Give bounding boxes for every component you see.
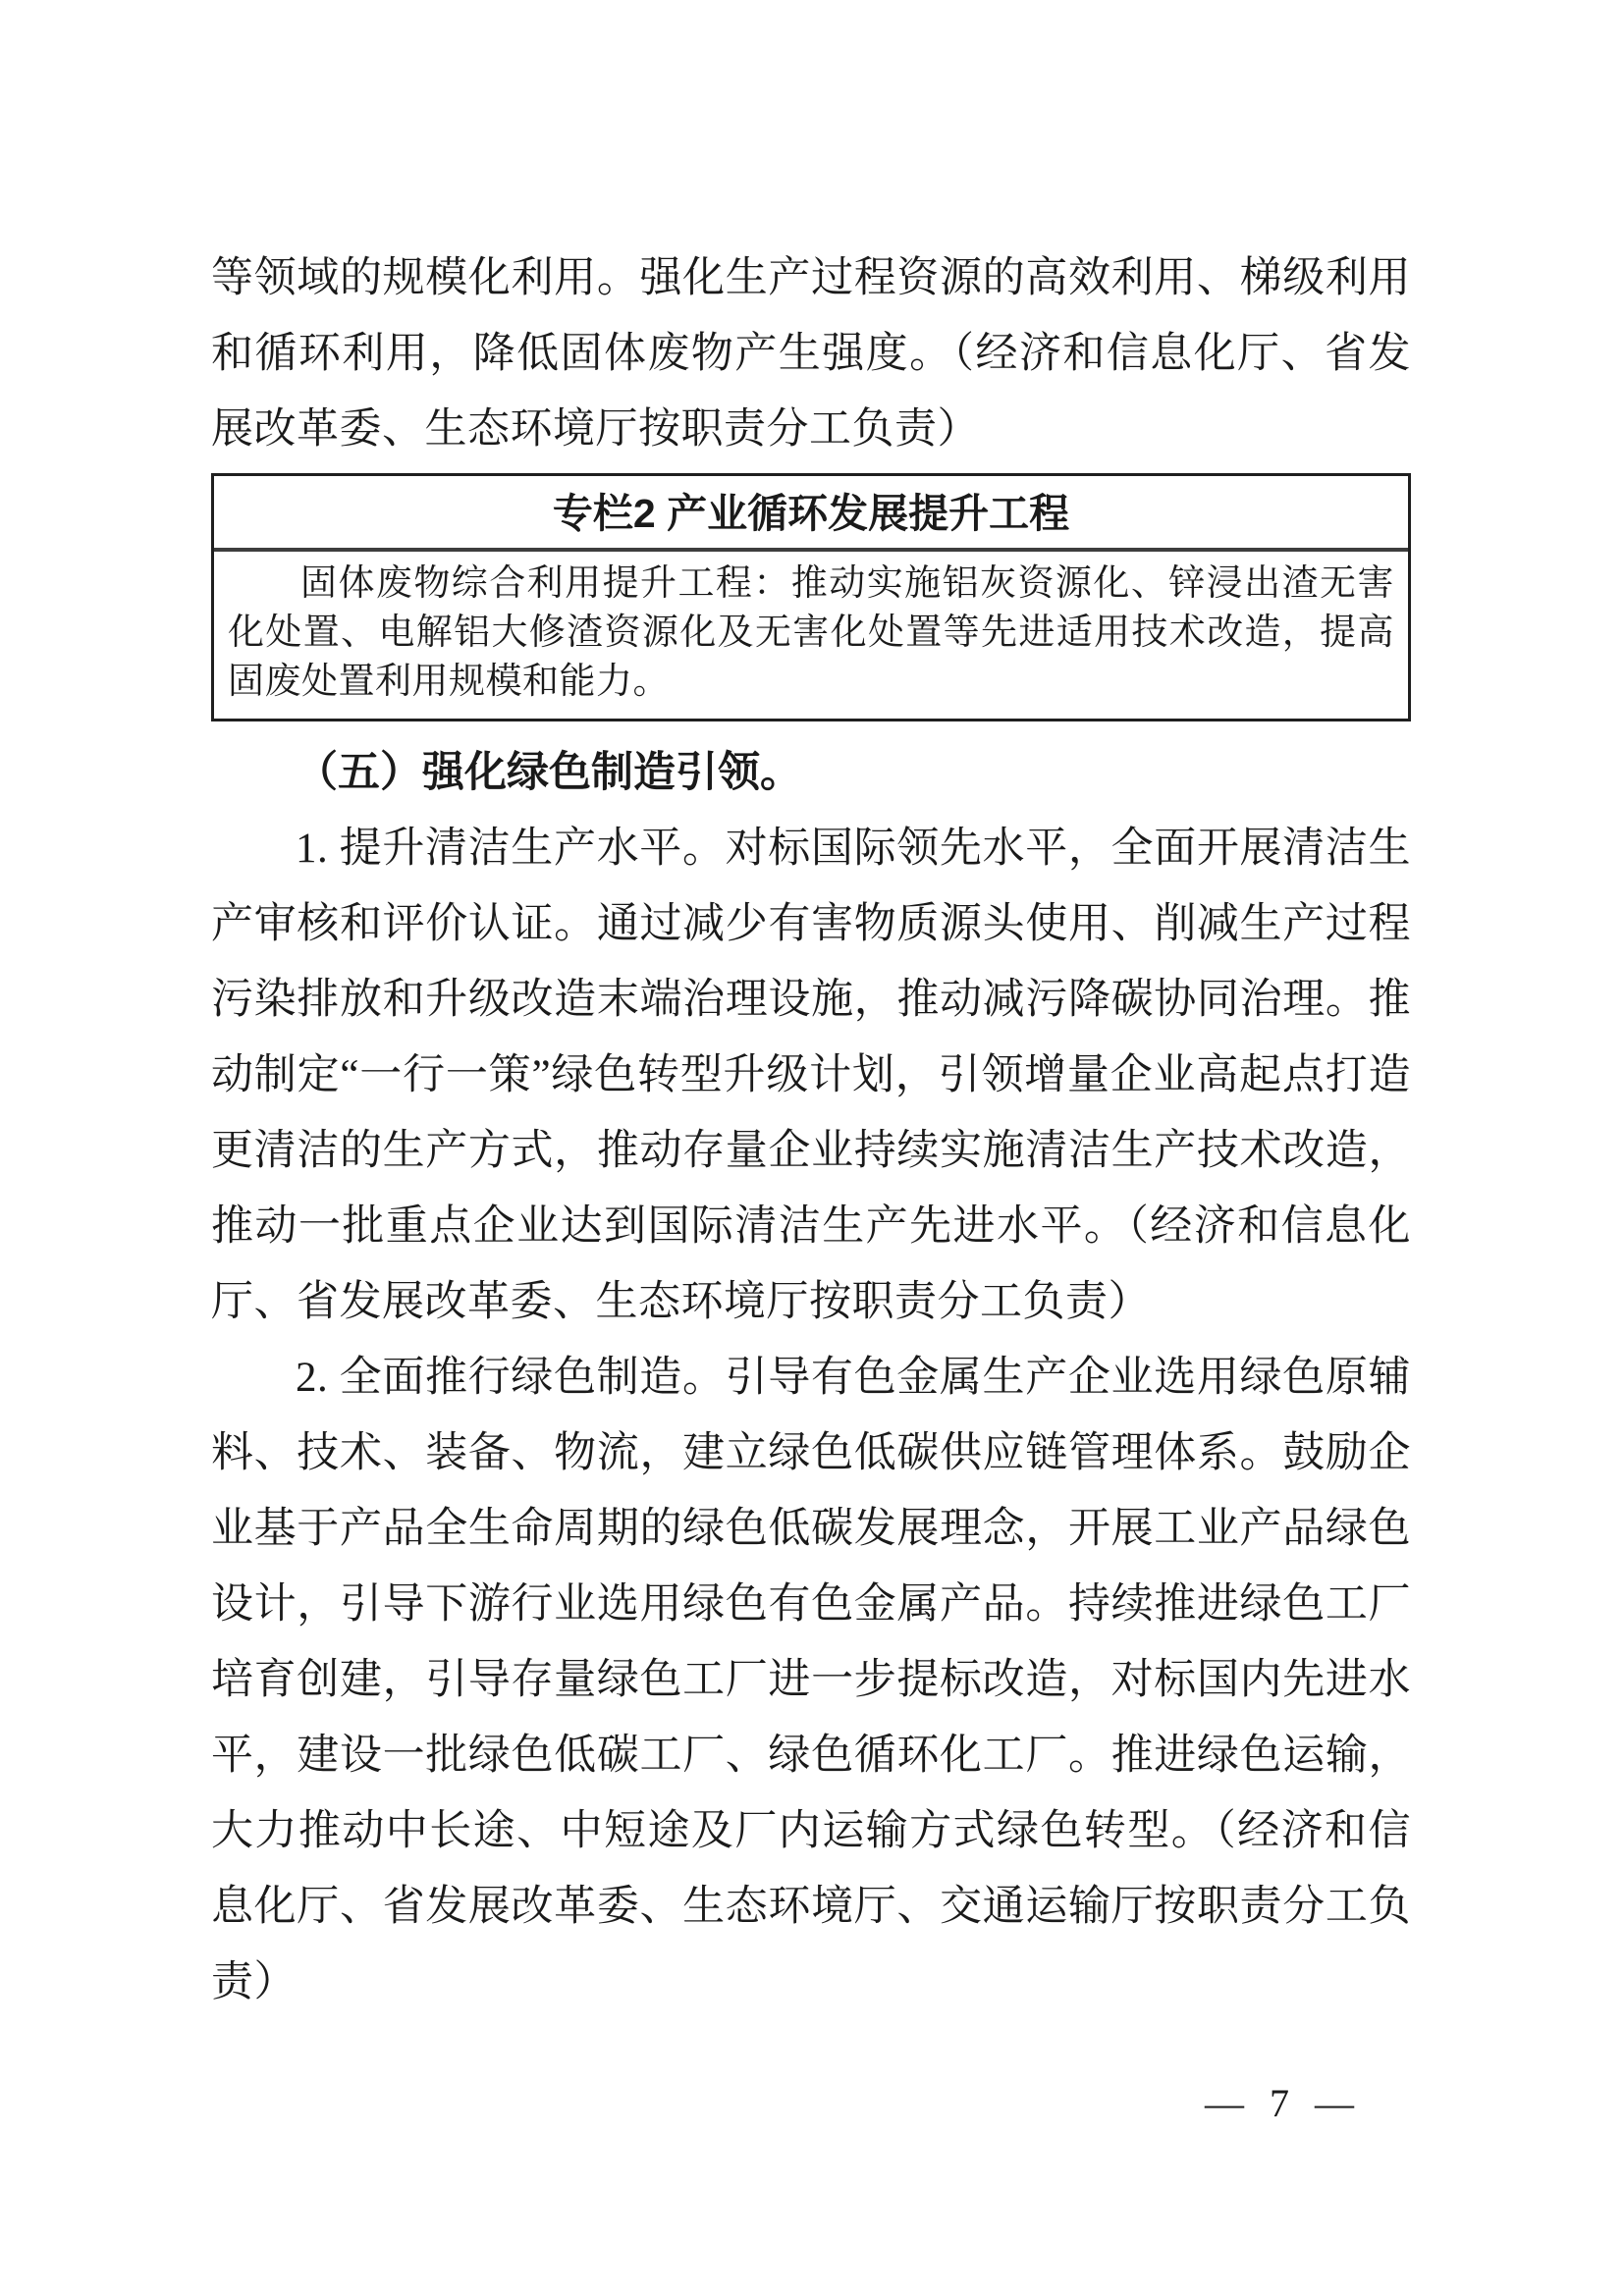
paragraph-2: 2. 全面推行绿色制造。引导有色金属生产企业选用绿色原辅料、技术、装备、物流，建立绿色低碳供应链管理体系。鼓励企业基于产品全生命周期的绿色低碳发展理念，开展工业产品绿色设计，引导下游行业选用绿色有色金属产品。持续推进绿色工厂培育创建，引导存量绿色工厂进一步提标改造，对标国内先进水平，建设一批绿色低碳工厂、绿色循环化工厂。推进绿色运输，大力推动中长途、中短途及厂内运输方式绿色转型。（经济和信息化厅、省发展改革委、生态环境厅、交通运输厅按职责分工负责） <box>211 1355 1411 2005</box>
page-number: — 7 — <box>1205 2081 1362 2125</box>
paragraph-continuation: 等领域的规模化利用。强化生产过程资源的高效利用、梯级利用和循环利用，降低固体废物产生强度。（经济和信息化厅、省发展改革委、生态环境厅按职责分工负责） <box>211 255 1411 453</box>
highlight-box <box>211 473 1411 721</box>
page-content <box>211 240 1411 2126</box>
box-title: 专栏2 产业循环发展提升工程 <box>214 476 1408 552</box>
section-heading: （五）强化绿色制造引领。 <box>296 750 802 796</box>
paragraph-1: 1. 提升清洁生产水平。对标国际领先水平，全面开展清洁生产审核和评价认证。通过减少有害物质源头使用、削减生产过程污染排放和升级改造末端治理设施，推动减污降碳协同治理。推动制定“一行一策”绿色转型升级计划，引领增量企业高起点打造更清洁的生产方式，推动存量企业持续实施清洁生产技术改造，推动一批重点企业达到国际清洁生产先进水平。（经济和信息化厅、省发展改革委、生态环境厅按职责分工负责） <box>211 826 1411 1325</box>
box-body-text: 固体废物综合利用提升工程：推动实施铝灰资源化、锌浸出渣无害化处置、电解铝大修渣资源化及无害化处置等先进适用技术改造，提高固废处置利用规模和能力。 <box>228 563 1394 702</box>
